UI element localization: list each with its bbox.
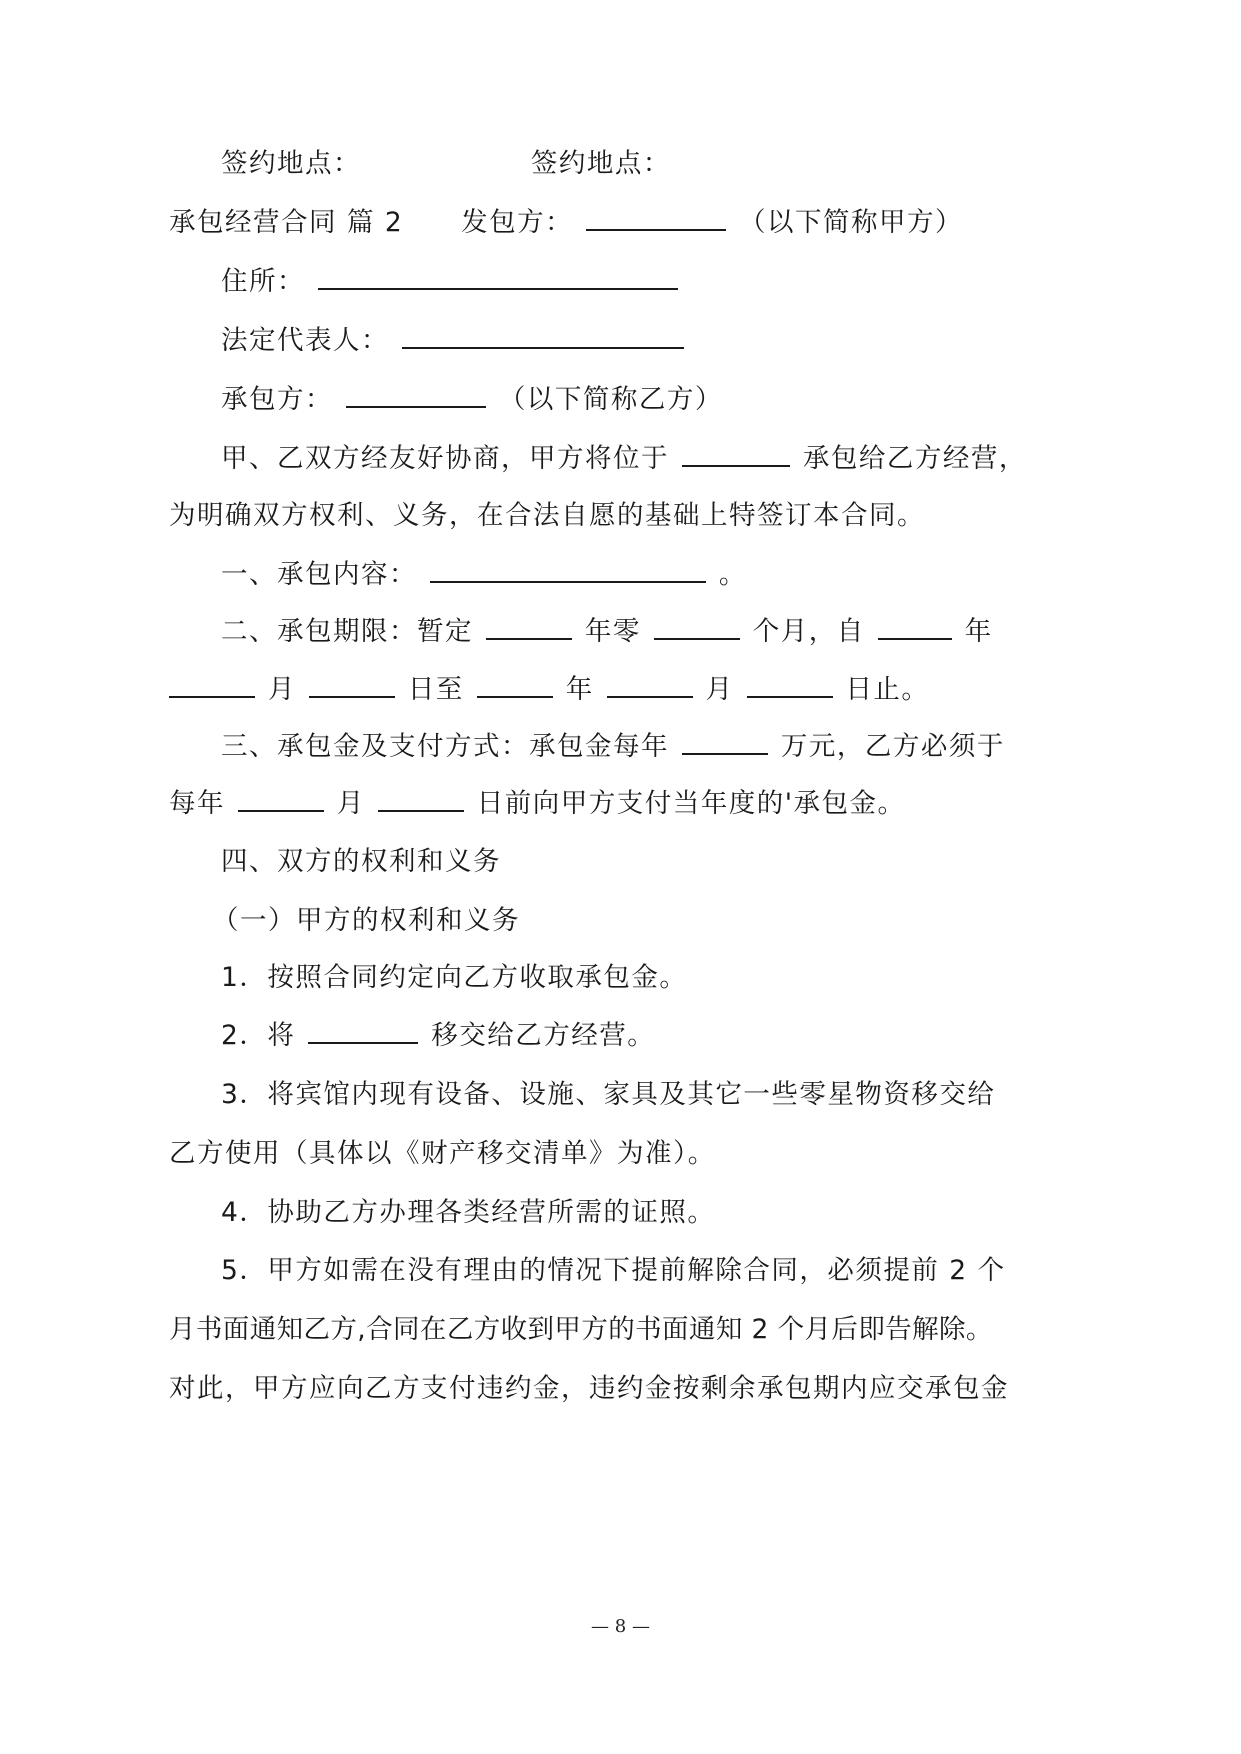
- end-month-blank: [607, 674, 693, 698]
- issuer-blank: [586, 207, 726, 231]
- address-blank: [318, 266, 678, 290]
- legal-rep-label: 法定代表人：: [221, 325, 389, 356]
- clause-2-text-e: 月: [267, 674, 296, 705]
- annual-fee-blank: [682, 731, 768, 755]
- term-years-blank: [486, 616, 572, 640]
- address-label: 住所：: [221, 266, 305, 297]
- issuer-suffix: （以下简称甲方）: [738, 207, 963, 238]
- clause-1-label: 一、承包内容：: [221, 559, 417, 590]
- item-2-text-b: 移交给乙方经营。: [431, 1020, 656, 1051]
- contract-title: 承包经营合同: [169, 207, 337, 238]
- clause-3-text-d: 月: [336, 788, 365, 819]
- clause-2-text-a: 二、承包期限：暂定: [221, 616, 473, 647]
- contractor-label: 承包方：: [221, 384, 333, 415]
- clause-2-text-g: 年: [565, 674, 594, 705]
- clause-2-text-d: 年: [964, 616, 993, 647]
- start-year-blank: [878, 616, 952, 640]
- party-a-item-3-line-2: 乙方使用（具体以《财产移交清单》为准）。: [169, 1138, 716, 1169]
- clause-3-text-e: 日前向甲方支付当年度的'承包金。: [476, 788, 906, 819]
- contract-content-blank: [430, 559, 706, 583]
- clause-1-line: [221, 555, 747, 595]
- location-blank: [682, 443, 790, 467]
- clause-3-line-1: [221, 727, 1005, 767]
- intro-text-a: 甲、乙双方经友好协商，甲方将位于: [221, 443, 669, 474]
- intro-line-1: [221, 439, 1027, 479]
- clause-4-subtitle-1: （一）甲方的权利和义务: [212, 905, 520, 936]
- address-line: [221, 262, 681, 302]
- payment-month-blank: [238, 788, 324, 812]
- contractor-line: [221, 380, 723, 420]
- item-2-text-a: 2．将: [221, 1020, 296, 1051]
- party-a-item-1: 1．按照合同约定向乙方收取承包金。: [221, 962, 688, 993]
- clause-2-line-2: [169, 670, 929, 710]
- contractor-blank: [346, 384, 486, 408]
- contract-header-line: [169, 203, 963, 243]
- intro-text-b: 承包给乙方经营，: [802, 443, 1027, 474]
- clause-2-text-h: 月: [705, 674, 734, 705]
- party-a-item-5-line-2: 月书面通知乙方,合同在乙方收到甲方的书面通知 2 个月后即告解除。: [169, 1314, 993, 1345]
- party-a-item-5-line-1: 5．甲方如需在没有理由的情况下提前解除合同，必须提前 2 个: [221, 1255, 1006, 1286]
- party-a-item-3-line-1: 3．将宾馆内现有设备、设施、家具及其它一些零星物资移交给: [221, 1079, 996, 1110]
- section-number: 篇 2: [346, 207, 404, 238]
- issuer-label: 发包方：: [461, 207, 574, 238]
- clause-2-text-f: 日至: [407, 674, 464, 705]
- clause-2-line-1: [221, 612, 993, 652]
- clause-2-text-c: 个月，自: [752, 616, 865, 647]
- start-day-blank: [309, 674, 395, 698]
- term-months-blank: [654, 616, 740, 640]
- clause-3-text-a: 三、承包金及支付方式：承包金每年: [221, 731, 669, 762]
- clause-2-text-i: 日止。: [845, 674, 930, 705]
- handover-blank: [308, 1020, 418, 1044]
- start-month-blank: [169, 674, 255, 698]
- clause-2-text-b: 年零: [584, 616, 641, 647]
- end-year-blank: [477, 674, 553, 698]
- clause-3-text-b: 万元，乙方必须于: [780, 731, 1005, 762]
- end-day-blank: [747, 674, 833, 698]
- clause-1-end: 。: [718, 559, 747, 590]
- signing-place-left: 签约地点：: [221, 148, 361, 179]
- signing-place-line: [221, 144, 671, 184]
- intro-line-2: 为明确双方权利、义务，在合法自愿的基础上特签订本合同。: [169, 500, 925, 531]
- legal-rep-blank: [402, 325, 684, 349]
- party-a-item-4: 4．协助乙方办理各类经营所需的证照。: [221, 1197, 716, 1228]
- clause-3-line-2: [169, 784, 906, 824]
- legal-rep-line: [221, 321, 687, 361]
- party-a-item-5-line-3: 对此，甲方应向乙方支付违约金，违约金按剩余承包期内应交承包金: [169, 1373, 1009, 1404]
- payment-day-blank: [378, 788, 464, 812]
- page-number: — 8 —: [591, 1616, 650, 1637]
- clause-4-title: 四、双方的权利和义务: [221, 846, 501, 877]
- clause-3-text-c: 每年: [169, 788, 225, 819]
- party-a-item-2: [221, 1016, 655, 1056]
- signing-place-right: 签约地点：: [530, 148, 671, 179]
- contractor-suffix: （以下简称乙方）: [498, 384, 723, 415]
